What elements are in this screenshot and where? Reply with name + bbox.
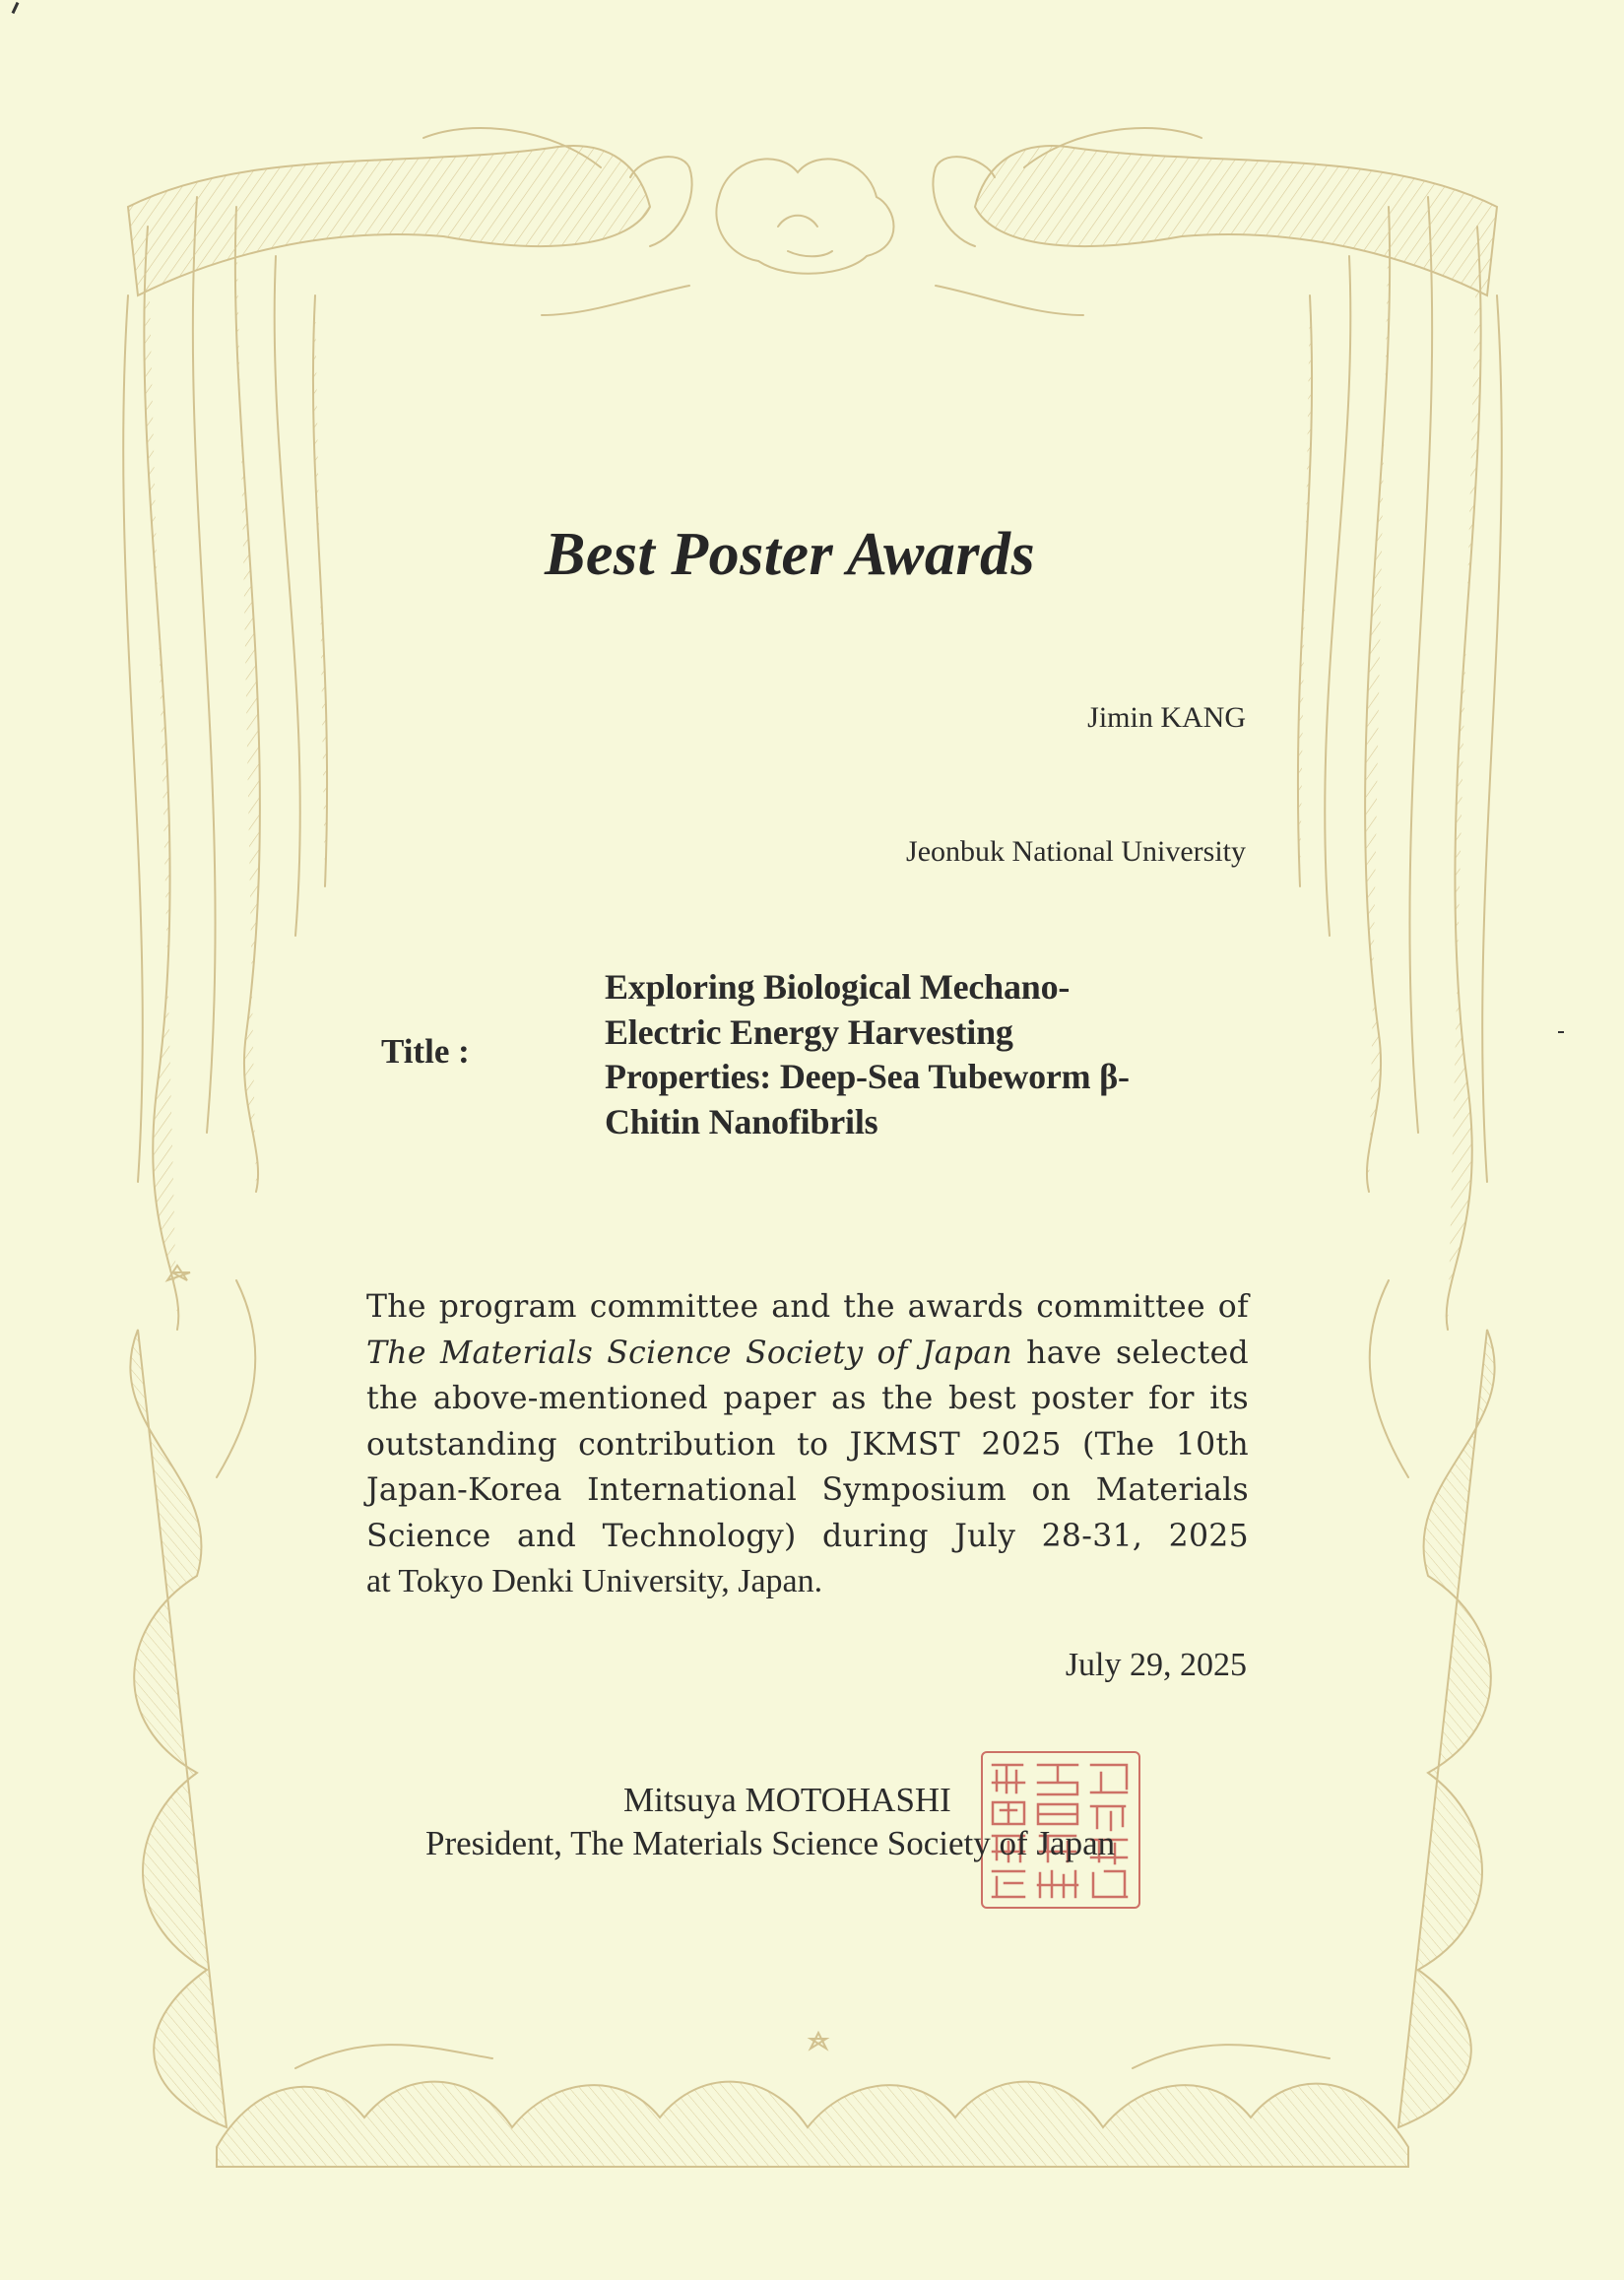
award-date: July 29, 2025 [1065,1647,1247,1683]
paper-title-line: Electric Energy Harvesting [605,1011,1013,1052]
recipient-affiliation: Jeonbuk National University [906,835,1246,868]
society-name-italic: The Materials Science Society of Japan [366,1335,1013,1371]
scan-mark [1558,1031,1564,1033]
citation-line: outstanding contribution to JKMST 2025 (The 10th [366,1426,1249,1463]
citation-line: Japan-Korea International Symposium on Materials [366,1472,1249,1508]
citation-line: Science and Technology) during July 28-31, 2025 [366,1518,1249,1554]
recipient-name: Jimin KANG [1087,701,1246,734]
paper-title-line: Properties: Deep-Sea Tubeworm β- [605,1057,1130,1096]
citation-line [366,1331,1249,1377]
citation-paragraph [366,1284,1249,1605]
signatory-role: President, The Materials Science Society of Japan [425,1824,1116,1862]
signatory-name: Mitsuya MOTOHASHI [623,1781,951,1819]
scan-mark [12,2,20,14]
paper-title-line: Chitin Nanofibrils [605,1101,878,1141]
citation-line: at Tokyo Denki University, Japan. [366,1563,823,1599]
paper-title-label: Title : [381,1032,470,1071]
citation-text: have selected [1012,1335,1249,1371]
paper-title-line: Exploring Biological Mechano- [605,967,1071,1007]
award-heading: Best Poster Awards [545,521,1036,588]
citation-line: the above-mentioned paper as the best poster for its [366,1381,1249,1416]
paper-title [605,965,1130,1144]
citation-line: The program committee and the awards committee of [366,1289,1249,1325]
